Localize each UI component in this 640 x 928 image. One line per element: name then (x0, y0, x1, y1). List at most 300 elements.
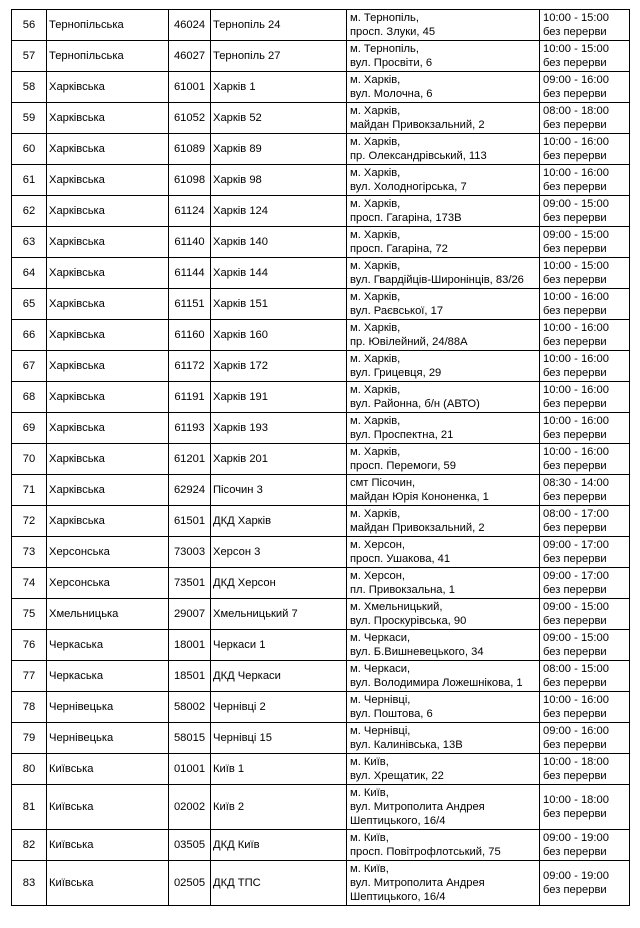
table-row (12, 723, 630, 754)
office-name-cell: Чернівці 15 (211, 723, 347, 754)
office-name-cell: Тернопіль 24 (211, 10, 347, 41)
office-name-cell: Харків 144 (211, 258, 347, 289)
table-row (12, 661, 630, 692)
region-cell: Харківська (47, 444, 169, 475)
address-line: м. Харків, (350, 260, 401, 272)
table-row (12, 165, 630, 196)
row-number: 57 (12, 41, 47, 72)
postal-index-cell: 61140 (169, 227, 211, 258)
table-row (12, 41, 630, 72)
table-row (12, 413, 630, 444)
postal-index-cell: 02505 (169, 861, 211, 906)
address-line: м. Тернопіль, (350, 12, 419, 24)
address-line: просп. Гагаріна, 173В (350, 212, 462, 224)
row-number: 83 (12, 861, 47, 906)
region-cell: Київська (47, 785, 169, 830)
address-line: м. Чернівці, (350, 725, 411, 737)
region-cell: Київська (47, 754, 169, 785)
office-name-cell: Харків 98 (211, 165, 347, 196)
hours-cell (540, 861, 630, 906)
row-number: 76 (12, 630, 47, 661)
table-row (12, 754, 630, 785)
working-hours: 09:00 - 17:00 (543, 539, 609, 551)
table-row (12, 258, 630, 289)
address-line: Шептицького, 16/4 (350, 815, 446, 827)
address-cell (347, 723, 540, 754)
postal-index-cell: 46027 (169, 41, 211, 72)
address-cell (347, 258, 540, 289)
row-number: 58 (12, 72, 47, 103)
address-cell (347, 41, 540, 72)
address-line: вул. Молочна, 6 (350, 88, 433, 100)
hours-cell (540, 10, 630, 41)
working-hours: 08:30 - 14:00 (543, 477, 609, 489)
break-info: без перерви (543, 398, 607, 410)
hours-cell (540, 196, 630, 227)
working-hours: 10:00 - 16:00 (543, 694, 609, 706)
address-cell (347, 72, 540, 103)
address-line: вул. Володимира Ложешнікова, 1 (350, 677, 523, 689)
address-line: м. Харків, (350, 291, 401, 303)
table-row (12, 830, 630, 861)
address-line: м. Київ, (350, 863, 389, 875)
address-line: вул. Раєвської, 17 (350, 305, 444, 317)
region-cell: Харківська (47, 506, 169, 537)
region-cell: Черкаська (47, 661, 169, 692)
region-cell: Харківська (47, 351, 169, 382)
office-name-cell: Херсон 3 (211, 537, 347, 568)
hours-cell (540, 134, 630, 165)
address-cell (347, 103, 540, 134)
hours-cell (540, 568, 630, 599)
break-info: без перерви (543, 553, 607, 565)
hours-cell (540, 661, 630, 692)
row-number: 66 (12, 320, 47, 351)
region-cell: Харківська (47, 134, 169, 165)
row-number: 81 (12, 785, 47, 830)
working-hours: 10:00 - 16:00 (543, 167, 609, 179)
postal-index-cell: 29007 (169, 599, 211, 630)
postal-index-cell: 61160 (169, 320, 211, 351)
table-row (12, 227, 630, 258)
region-cell: Харківська (47, 196, 169, 227)
working-hours: 10:00 - 18:00 (543, 794, 609, 806)
office-name-cell: Харків 140 (211, 227, 347, 258)
postal-index-cell: 18501 (169, 661, 211, 692)
address-cell (347, 599, 540, 630)
region-cell: Чернівецька (47, 692, 169, 723)
address-line: м. Чернівці, (350, 694, 411, 706)
working-hours: 10:00 - 16:00 (543, 291, 609, 303)
table-row (12, 537, 630, 568)
hours-cell (540, 444, 630, 475)
break-info: без перерви (543, 274, 607, 286)
working-hours: 10:00 - 16:00 (543, 322, 609, 334)
break-info: без перерви (543, 677, 607, 689)
address-line: вул. Поштова, 6 (350, 708, 433, 720)
row-number: 69 (12, 413, 47, 444)
working-hours: 09:00 - 15:00 (543, 632, 609, 644)
postal-index-cell: 61501 (169, 506, 211, 537)
address-line: вул. Проспектна, 21 (350, 429, 454, 441)
working-hours: 09:00 - 19:00 (543, 870, 609, 882)
table-body (12, 10, 630, 906)
break-info: без перерви (543, 846, 607, 858)
working-hours: 10:00 - 15:00 (543, 260, 609, 272)
address-line: вул. Митрополита Андрея (350, 877, 485, 889)
address-line: просп. Ушакова, 41 (350, 553, 451, 565)
break-info: без перерви (543, 615, 607, 627)
address-cell (347, 382, 540, 413)
region-cell: Хмельницька (47, 599, 169, 630)
office-name-cell: Київ 2 (211, 785, 347, 830)
row-number: 73 (12, 537, 47, 568)
table-row (12, 10, 630, 41)
hours-cell (540, 413, 630, 444)
address-line: вул. Проскурівська, 90 (350, 615, 467, 627)
hours-cell (540, 103, 630, 134)
break-info: без перерви (543, 26, 607, 38)
address-line: м. Черкаси, (350, 663, 411, 675)
region-cell: Харківська (47, 382, 169, 413)
address-cell (347, 134, 540, 165)
address-line: м. Херсон, (350, 539, 406, 551)
table-row (12, 196, 630, 227)
hours-cell (540, 785, 630, 830)
break-info: без перерви (543, 584, 607, 596)
address-cell (347, 413, 540, 444)
postal-index-cell: 61124 (169, 196, 211, 227)
postal-index-cell: 02002 (169, 785, 211, 830)
break-info: без перерви (543, 336, 607, 348)
break-info: без перерви (543, 429, 607, 441)
hours-cell (540, 723, 630, 754)
address-cell (347, 568, 540, 599)
region-cell: Чернівецька (47, 723, 169, 754)
hours-cell (540, 258, 630, 289)
address-line: просп. Перемоги, 59 (350, 460, 456, 472)
table-row (12, 444, 630, 475)
row-number: 75 (12, 599, 47, 630)
address-cell (347, 289, 540, 320)
office-name-cell: ДКД ТПС (211, 861, 347, 906)
postal-index-cell: 46024 (169, 10, 211, 41)
address-line: м. Харків, (350, 198, 401, 210)
address-line: м. Харків, (350, 74, 401, 86)
address-line: вул. Гвардійців-Широнінців, 83/26 (350, 274, 524, 286)
office-name-cell: ДКД Київ (211, 830, 347, 861)
table-row (12, 72, 630, 103)
working-hours: 08:00 - 18:00 (543, 105, 609, 117)
row-number: 82 (12, 830, 47, 861)
office-name-cell: Тернопіль 27 (211, 41, 347, 72)
break-info: без перерви (543, 884, 607, 896)
break-info: без перерви (543, 646, 607, 658)
postal-index-cell: 61144 (169, 258, 211, 289)
office-name-cell: ДКД Херсон (211, 568, 347, 599)
postal-index-cell: 73501 (169, 568, 211, 599)
break-info: без перерви (543, 522, 607, 534)
office-name-cell: Харків 193 (211, 413, 347, 444)
office-name-cell: Київ 1 (211, 754, 347, 785)
address-line: пр. Ювілейний, 24/88А (350, 336, 468, 348)
break-info: без перерви (543, 150, 607, 162)
row-number: 62 (12, 196, 47, 227)
break-info: без перерви (543, 57, 607, 69)
region-cell: Тернопільська (47, 41, 169, 72)
address-cell (347, 320, 540, 351)
postal-index-cell: 01001 (169, 754, 211, 785)
working-hours: 08:00 - 17:00 (543, 508, 609, 520)
address-line: м. Харків, (350, 322, 401, 334)
address-line: м. Хмельницький, (350, 601, 443, 613)
row-number: 74 (12, 568, 47, 599)
working-hours: 09:00 - 15:00 (543, 198, 609, 210)
office-name-cell: Харків 160 (211, 320, 347, 351)
working-hours: 09:00 - 15:00 (543, 229, 609, 241)
region-cell: Харківська (47, 320, 169, 351)
hours-cell (540, 72, 630, 103)
row-number: 71 (12, 475, 47, 506)
break-info: без перерви (543, 708, 607, 720)
address-line: м. Харків, (350, 136, 401, 148)
working-hours: 08:00 - 15:00 (543, 663, 609, 675)
row-number: 67 (12, 351, 47, 382)
working-hours: 10:00 - 15:00 (543, 43, 609, 55)
region-cell: Черкаська (47, 630, 169, 661)
address-line: Шептицького, 16/4 (350, 891, 446, 903)
working-hours: 10:00 - 16:00 (543, 446, 609, 458)
address-line: м. Харків, (350, 353, 401, 365)
break-info: без перерви (543, 181, 607, 193)
working-hours: 09:00 - 16:00 (543, 74, 609, 86)
row-number: 63 (12, 227, 47, 258)
postal-index-cell: 61151 (169, 289, 211, 320)
break-info: без перерви (543, 808, 607, 820)
table-row (12, 599, 630, 630)
hours-cell (540, 692, 630, 723)
hours-cell (540, 506, 630, 537)
address-line: вул. Грицевця, 29 (350, 367, 442, 379)
region-cell: Харківська (47, 227, 169, 258)
address-cell (347, 830, 540, 861)
office-name-cell: Харків 151 (211, 289, 347, 320)
row-number: 70 (12, 444, 47, 475)
break-info: без перерви (543, 491, 607, 503)
address-line: м. Харків, (350, 105, 401, 117)
address-cell (347, 754, 540, 785)
address-line: вул. Районна, б/н (АВТО) (350, 398, 480, 410)
break-info: без перерви (543, 460, 607, 472)
post-offices-table (11, 9, 630, 906)
address-cell (347, 475, 540, 506)
working-hours: 10:00 - 16:00 (543, 415, 609, 427)
row-number: 77 (12, 661, 47, 692)
office-name-cell: Харків 52 (211, 103, 347, 134)
address-line: м. Харків, (350, 446, 401, 458)
office-name-cell: Пісочин 3 (211, 475, 347, 506)
region-cell: Харківська (47, 165, 169, 196)
office-name-cell: Черкаси 1 (211, 630, 347, 661)
row-number: 78 (12, 692, 47, 723)
address-cell (347, 351, 540, 382)
postal-index-cell: 61098 (169, 165, 211, 196)
row-number: 61 (12, 165, 47, 196)
hours-cell (540, 351, 630, 382)
postal-index-cell: 58002 (169, 692, 211, 723)
address-line: м. Харків, (350, 384, 401, 396)
table-row (12, 289, 630, 320)
address-cell (347, 630, 540, 661)
region-cell: Харківська (47, 103, 169, 134)
row-number: 60 (12, 134, 47, 165)
working-hours: 10:00 - 15:00 (543, 12, 609, 24)
break-info: без перерви (543, 119, 607, 131)
address-line: м. Тернопіль, (350, 43, 419, 55)
table-row (12, 692, 630, 723)
break-info: без перерви (543, 88, 607, 100)
row-number: 64 (12, 258, 47, 289)
region-cell: Тернопільська (47, 10, 169, 41)
address-line: смт Пісочин, (350, 477, 416, 489)
address-line: просп. Гагаріна, 72 (350, 243, 448, 255)
table-row (12, 382, 630, 413)
office-name-cell: ДКД Черкаси (211, 661, 347, 692)
address-line: просп. Злуки, 45 (350, 26, 436, 38)
hours-cell (540, 599, 630, 630)
table-row (12, 506, 630, 537)
address-line: вул. Просвіти, 6 (350, 57, 433, 69)
row-number: 72 (12, 506, 47, 537)
hours-cell (540, 830, 630, 861)
table-row (12, 630, 630, 661)
address-line: м. Харків, (350, 508, 401, 520)
address-line: м. Харків, (350, 229, 401, 241)
region-cell: Харківська (47, 289, 169, 320)
working-hours: 09:00 - 15:00 (543, 601, 609, 613)
region-cell: Київська (47, 830, 169, 861)
address-line: м. Київ, (350, 756, 389, 768)
postal-index-cell: 61172 (169, 351, 211, 382)
table-row (12, 320, 630, 351)
office-name-cell: Харків 172 (211, 351, 347, 382)
address-line: вул. Митрополита Андрея (350, 801, 485, 813)
break-info: без перерви (543, 243, 607, 255)
address-cell (347, 537, 540, 568)
table-row (12, 568, 630, 599)
postal-index-cell: 61201 (169, 444, 211, 475)
address-line: майдан Привокзальний, 2 (350, 119, 485, 131)
postal-index-cell: 61191 (169, 382, 211, 413)
hours-cell (540, 227, 630, 258)
address-line: просп. Повітрофлотський, 75 (350, 846, 501, 858)
hours-cell (540, 41, 630, 72)
postal-index-cell: 18001 (169, 630, 211, 661)
working-hours: 09:00 - 17:00 (543, 570, 609, 582)
hours-cell (540, 382, 630, 413)
postal-index-cell: 61193 (169, 413, 211, 444)
address-line: м. Черкаси, (350, 632, 411, 644)
address-line: м. Київ, (350, 832, 389, 844)
hours-cell (540, 475, 630, 506)
address-cell (347, 661, 540, 692)
working-hours: 09:00 - 19:00 (543, 832, 609, 844)
address-cell (347, 861, 540, 906)
region-cell: Харківська (47, 413, 169, 444)
address-line: вул. Холодногірська, 7 (350, 181, 467, 193)
office-name-cell: Чернівці 2 (211, 692, 347, 723)
postal-index-cell: 61001 (169, 72, 211, 103)
working-hours: 10:00 - 16:00 (543, 353, 609, 365)
table-row (12, 351, 630, 382)
address-cell (347, 165, 540, 196)
working-hours: 10:00 - 18:00 (543, 756, 609, 768)
address-line: м. Херсон, (350, 570, 406, 582)
break-info: без перерви (543, 770, 607, 782)
address-line: пл. Привокзальна, 1 (350, 584, 455, 596)
region-cell: Харківська (47, 258, 169, 289)
office-name-cell: Харків 89 (211, 134, 347, 165)
region-cell: Херсонська (47, 537, 169, 568)
address-cell (347, 506, 540, 537)
table-row (12, 861, 630, 906)
hours-cell (540, 320, 630, 351)
postal-index-cell: 61089 (169, 134, 211, 165)
address-cell (347, 227, 540, 258)
table-row (12, 785, 630, 830)
address-line: м. Харків, (350, 415, 401, 427)
address-cell (347, 692, 540, 723)
row-number: 65 (12, 289, 47, 320)
working-hours: 09:00 - 16:00 (543, 725, 609, 737)
address-cell (347, 785, 540, 830)
postal-index-cell: 03505 (169, 830, 211, 861)
break-info: без перерви (543, 305, 607, 317)
break-info: без перерви (543, 367, 607, 379)
address-cell (347, 196, 540, 227)
address-line: майдан Юрія Кононенка, 1 (350, 491, 489, 503)
row-number: 56 (12, 10, 47, 41)
address-cell (347, 10, 540, 41)
row-number: 80 (12, 754, 47, 785)
address-line: м. Харків, (350, 167, 401, 179)
region-cell: Харківська (47, 475, 169, 506)
office-name-cell: Харків 191 (211, 382, 347, 413)
table-row (12, 134, 630, 165)
hours-cell (540, 630, 630, 661)
postal-index-cell: 73003 (169, 537, 211, 568)
postal-index-cell: 62924 (169, 475, 211, 506)
postal-index-cell: 61052 (169, 103, 211, 134)
row-number: 68 (12, 382, 47, 413)
region-cell: Київська (47, 861, 169, 906)
hours-cell (540, 289, 630, 320)
region-cell: Харківська (47, 72, 169, 103)
postal-index-cell: 58015 (169, 723, 211, 754)
table-row (12, 103, 630, 134)
row-number: 79 (12, 723, 47, 754)
office-name-cell: Харків 1 (211, 72, 347, 103)
break-info: без перерви (543, 739, 607, 751)
address-cell (347, 444, 540, 475)
hours-cell (540, 165, 630, 196)
address-line: майдан Привокзальний, 2 (350, 522, 485, 534)
address-line: вул. Калинівська, 13В (350, 739, 463, 751)
office-name-cell: Харків 124 (211, 196, 347, 227)
working-hours: 10:00 - 16:00 (543, 384, 609, 396)
address-line: вул. Хрещатик, 22 (350, 770, 444, 782)
address-line: вул. Б.Вишневецького, 34 (350, 646, 484, 658)
